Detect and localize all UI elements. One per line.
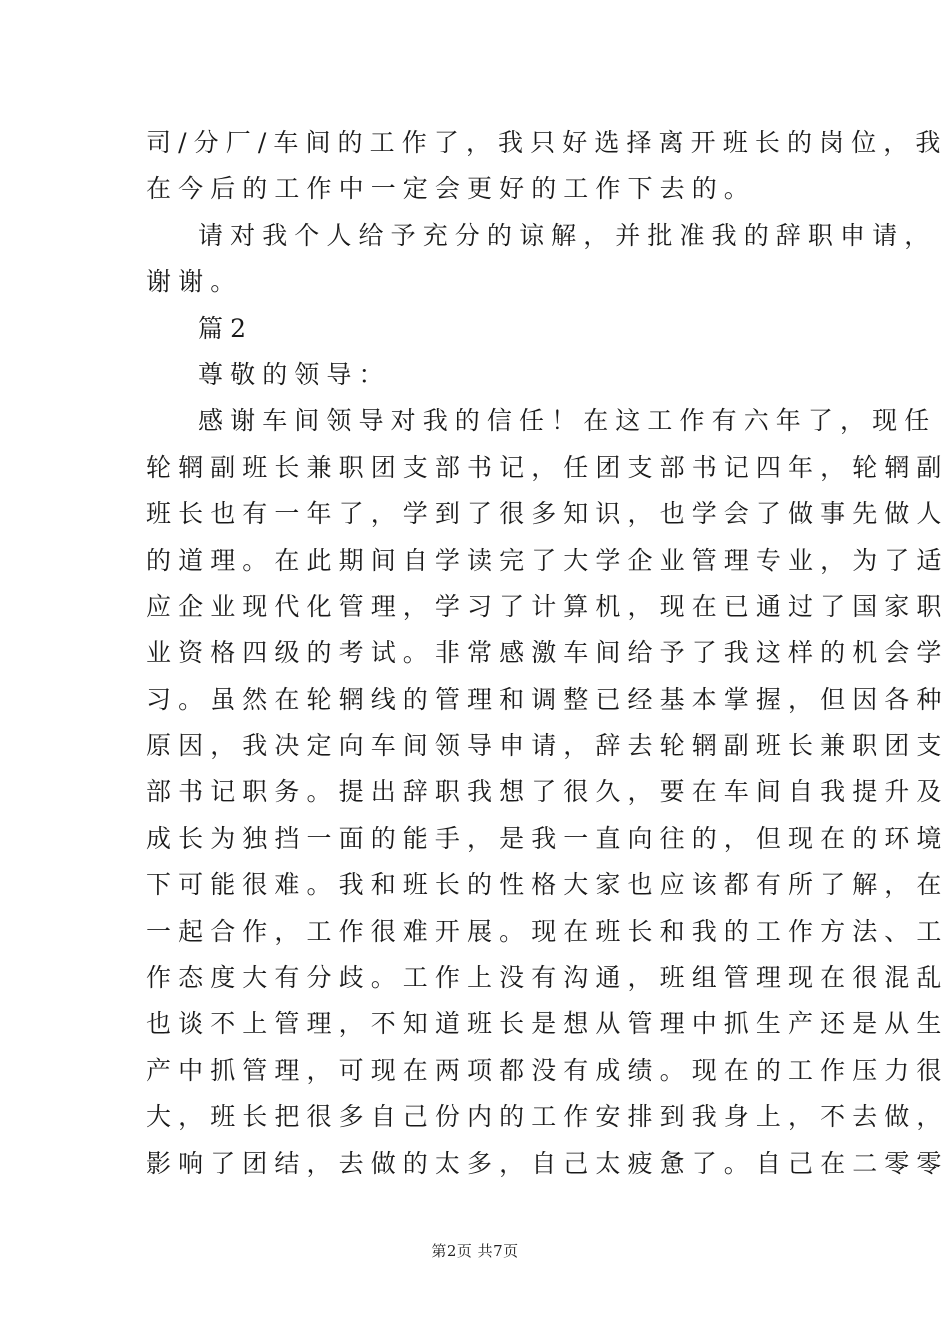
text-line: 一起合作，工作很难开展。现在班长和我的工作方法、工 [146,916,949,946]
text-line: 影响了团结，去做的太多，自己太疲惫了。自己在二零零 [146,1148,949,1178]
document-body [146,120,949,1187]
text-line: 原因，我决定向车间领导申请，辞去轮辋副班长兼职团支 [146,731,949,761]
page-number-footer: 第2页 共7页 [431,1242,519,1260]
text-line: 的道理。在此期间自学读完了大学企业管理专业，为了适 [146,545,949,575]
text-line: 也谈不上管理，不知道班长是想从管理中抓生产还是从生 [146,1009,949,1039]
text-line: 在今后的工作中一定会更好的工作下去的。 [146,174,756,204]
section-heading: 篇2 [198,313,254,343]
text-line: 习。虽然在轮辋线的管理和调整已经基本掌握，但因各种 [146,684,949,714]
text-line: 谢谢。 [146,267,243,297]
text-line: 应企业现代化管理，学习了计算机，现在已通过了国家职 [146,591,949,621]
text-line: 班长也有一年了，学到了很多知识，也学会了做事先做人 [146,499,949,529]
paragraph-start-line: 请对我个人给予充分的谅解，并批准我的辞职申请， [198,220,937,250]
text-line: 成长为独挡一面的能手，是我一直向往的，但现在的环境 [146,823,949,853]
text-line: 下可能很难。我和班长的性格大家也应该都有所了解，在 [146,870,949,900]
text-line: 业资格四级的考试。非常感激车间给予了我这样的机会学 [146,638,949,668]
salutation: 尊敬的领导： [198,359,391,389]
text-line: 作态度大有分歧。工作上没有沟通，班组管理现在很混乱 [146,963,949,993]
text-line: 轮辋副班长兼职团支部书记，任团支部书记四年，轮辋副 [146,452,949,482]
text-line: 部书记职务。提出辞职我想了很久，要在车间自我提升及 [146,777,949,807]
text-line: 大，班长把很多自己份内的工作安排到我身上，不去做， [146,1102,949,1132]
text-line: 产中抓管理，可现在两项都没有成绩。现在的工作压力很 [146,1055,949,1085]
text-line: 司/分厂/车间的工作了，我只好选择离开班长的岗位，我 [146,128,948,157]
paragraph-start-line: 感谢车间领导对我的信任！在这工作有六年了，现任 [198,406,937,436]
